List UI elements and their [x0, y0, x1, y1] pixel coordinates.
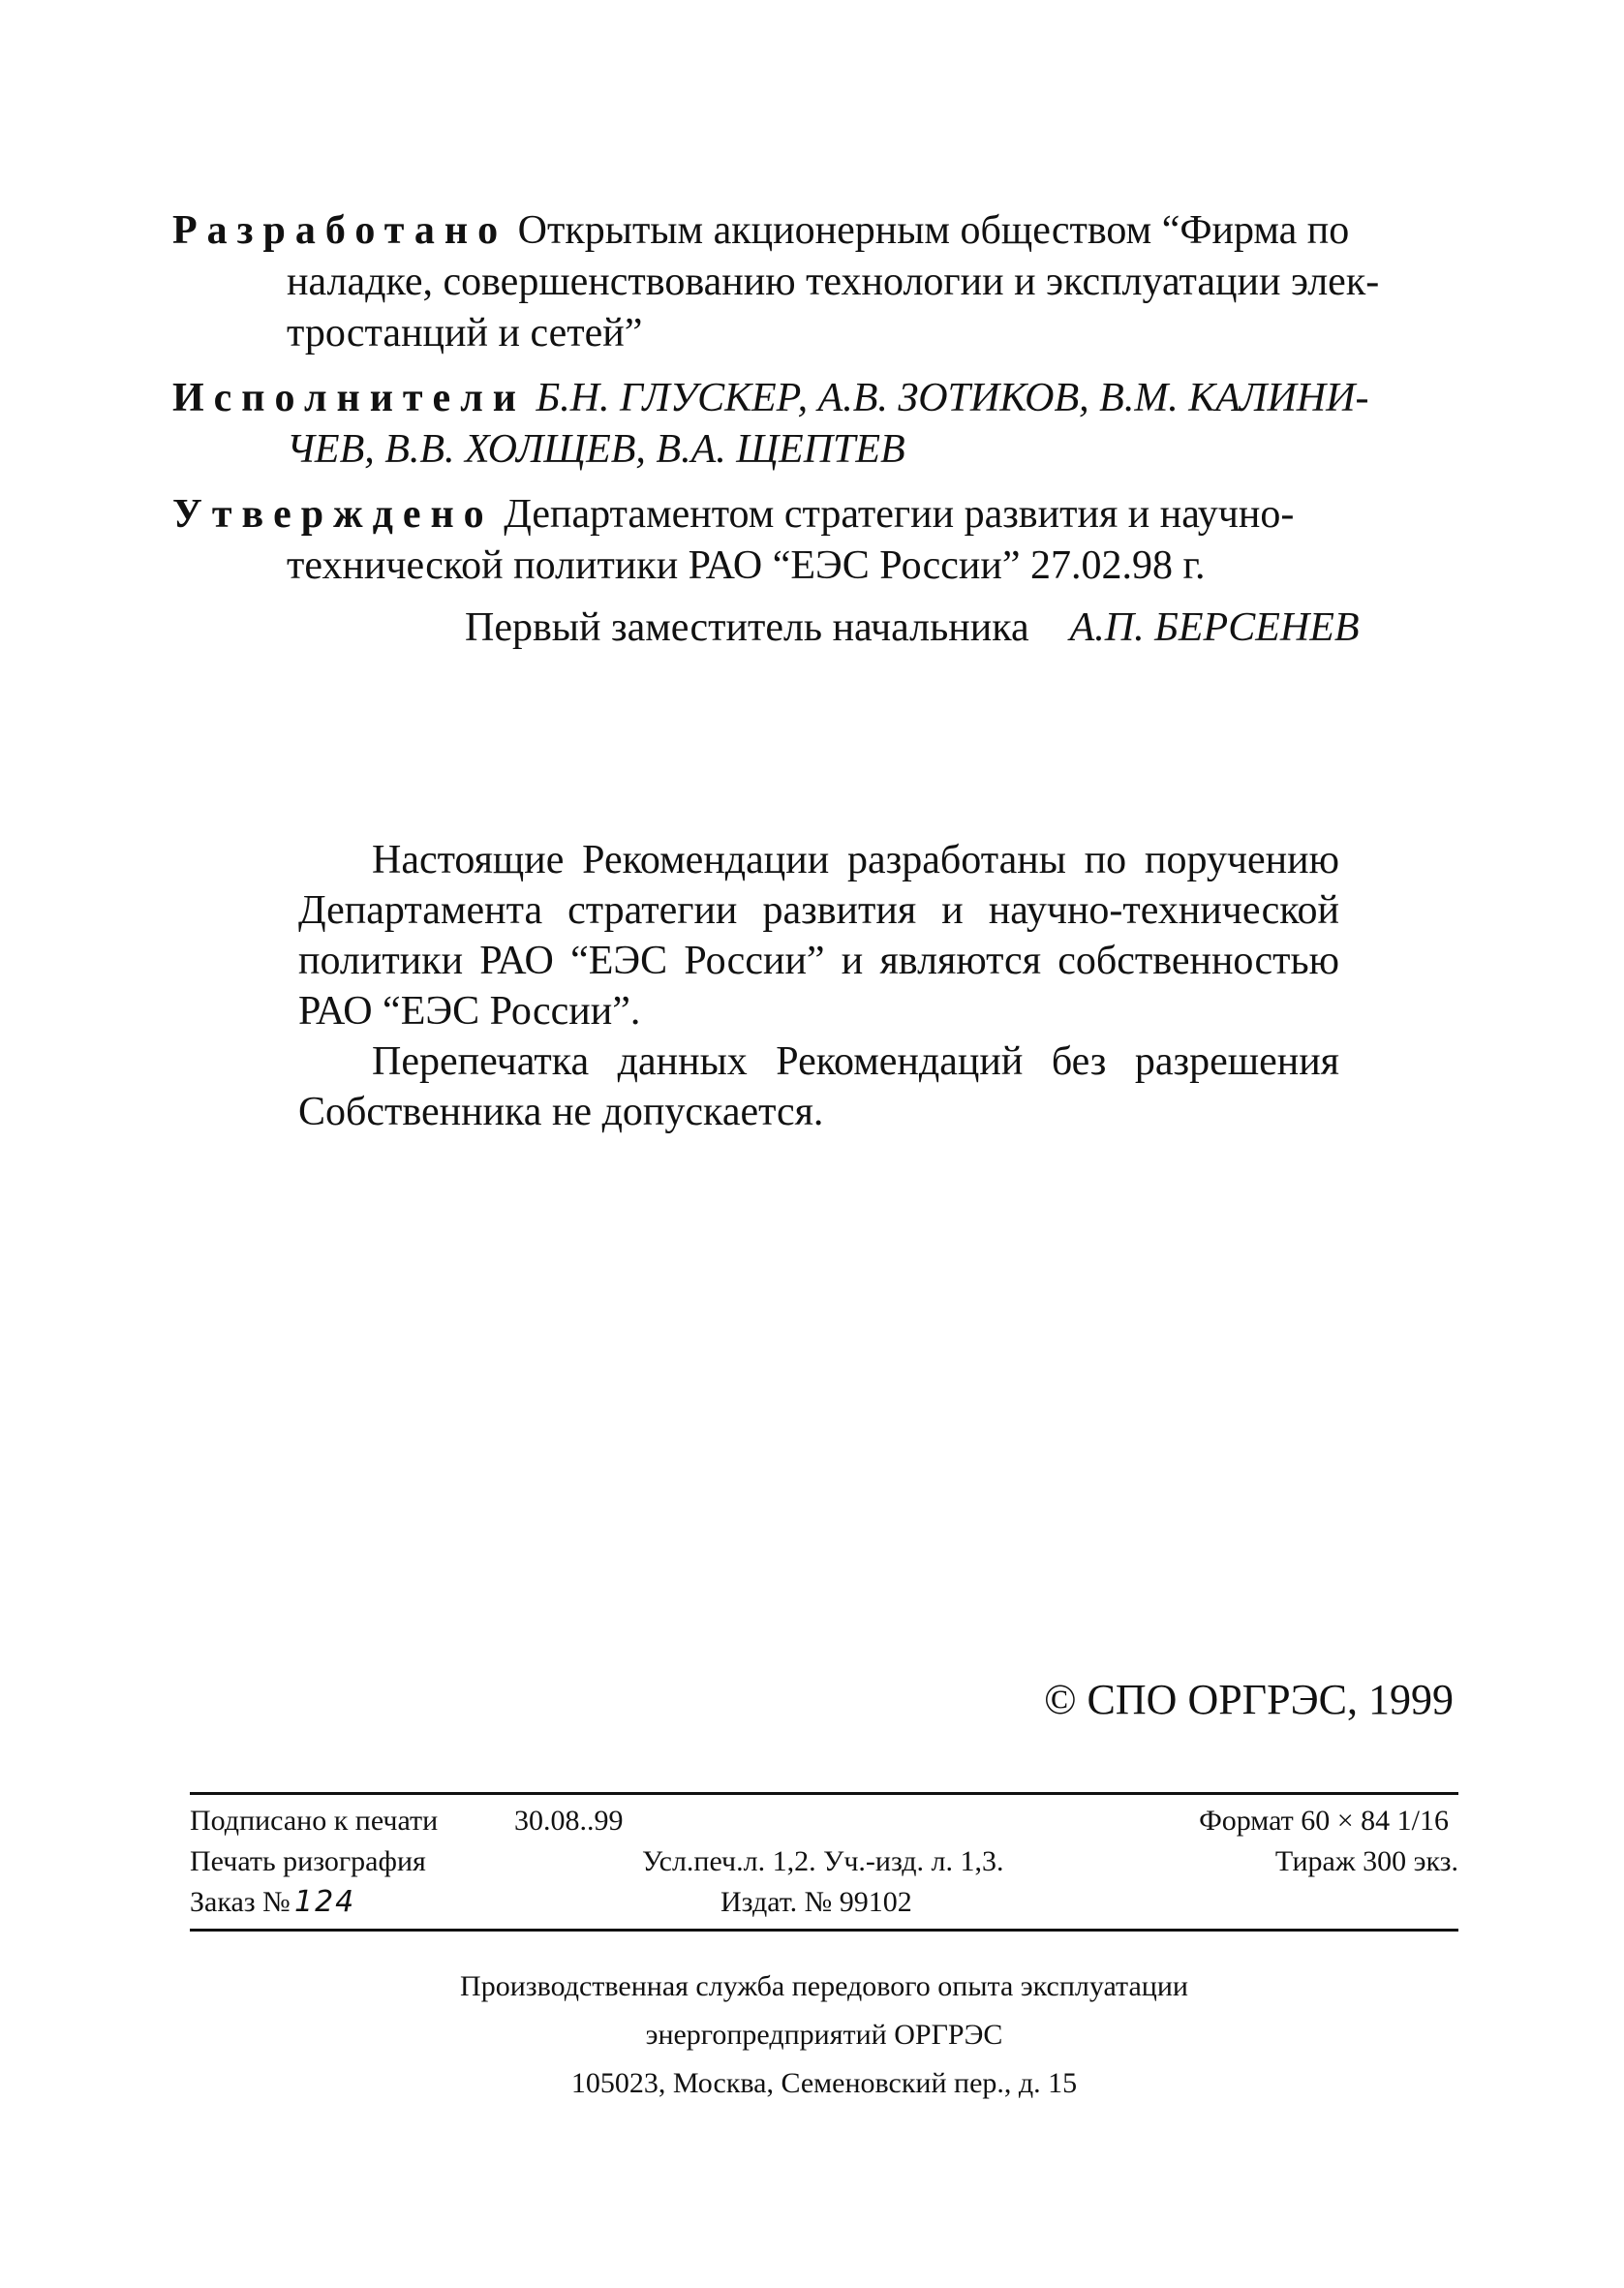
- signatory-position: Первый заместитель начальника: [465, 605, 1029, 650]
- developed-line-2: наладке, совершенствованию технологии и эксплуатации элек-: [287, 260, 1380, 304]
- order-label: Заказ №: [190, 1886, 291, 1918]
- print-sheets: Усл.печ.л. 1,2. Уч.-изд. л. 1,3.: [642, 1845, 1004, 1877]
- imprint-row-1: [190, 1801, 1458, 1841]
- signed-date: 30.08..99: [514, 1805, 624, 1837]
- imprint-row-2: [190, 1841, 1458, 1882]
- publication-number: Издат. № 99102: [720, 1886, 912, 1918]
- approved-label: Утверждено: [172, 492, 494, 537]
- authors-label: Исполнители: [172, 376, 526, 420]
- approved-line-1: Департаментом стратегии развития и научно-: [504, 492, 1295, 537]
- developed-label: Разработано: [172, 208, 508, 253]
- developed-by-block: [172, 205, 1455, 359]
- notice-paragraph-1: Настоящие Рекомендации разработаны по поручению Департамента стратегии развития и научно-технической политики РАО “ЕЭС России” и являются собственностью РАО “ЕЭС России”.: [298, 838, 1339, 1034]
- authors-block: [172, 373, 1455, 476]
- approved-line-2: технической политики РАО “ЕЭС России” 27.02.98 г.: [287, 543, 1206, 588]
- developed-line-1: Открытым акционерным обществом “Фирма по: [517, 208, 1350, 253]
- rights-notice: [298, 835, 1339, 1137]
- imprint-block: [190, 1792, 1458, 1932]
- signature-line: [465, 603, 1360, 654]
- authors-line-2: ЧЕВ, В.В. ХОЛЩЕВ, В.А. ЩЕПТЕВ: [287, 427, 905, 472]
- credits-section: [172, 205, 1455, 605]
- authors-line-1: Б.Н. ГЛУСКЕР, А.В. ЗОТИКОВ, В.М. КАЛИНИ-: [536, 376, 1369, 420]
- publisher-line-2: энергопредприятий ОРГРЭС: [645, 2019, 1003, 2051]
- publisher-line-1: Производственная служба передового опыта эксплуатации: [460, 1970, 1188, 2002]
- print-circulation: Тираж 300 экз.: [1274, 1845, 1458, 1877]
- order-number: 124: [294, 1885, 356, 1919]
- publisher-address: 105023, Москва, Семеновский пер., д. 15: [570, 2067, 1078, 2099]
- print-method: Печать ризография: [190, 1845, 426, 1877]
- copyright-notice: © СПО ОРГРЭС, 1999: [1044, 1676, 1454, 1723]
- notice-paragraph-2: Перепечатка данных Рекомендаций без разрешения Собственника не допускается.: [298, 1039, 1339, 1134]
- print-format: Формат 60 × 84 1/16: [1199, 1805, 1449, 1837]
- signed-label: Подписано к печати: [190, 1805, 439, 1837]
- publisher-info: [190, 1963, 1458, 2108]
- approved-by-block: [172, 489, 1455, 592]
- imprint-row-3: [190, 1882, 1458, 1923]
- signatory-name: А.П. БЕРСЕНЕВ: [1069, 605, 1360, 650]
- developed-line-3: тростанций и сетей”: [287, 311, 643, 356]
